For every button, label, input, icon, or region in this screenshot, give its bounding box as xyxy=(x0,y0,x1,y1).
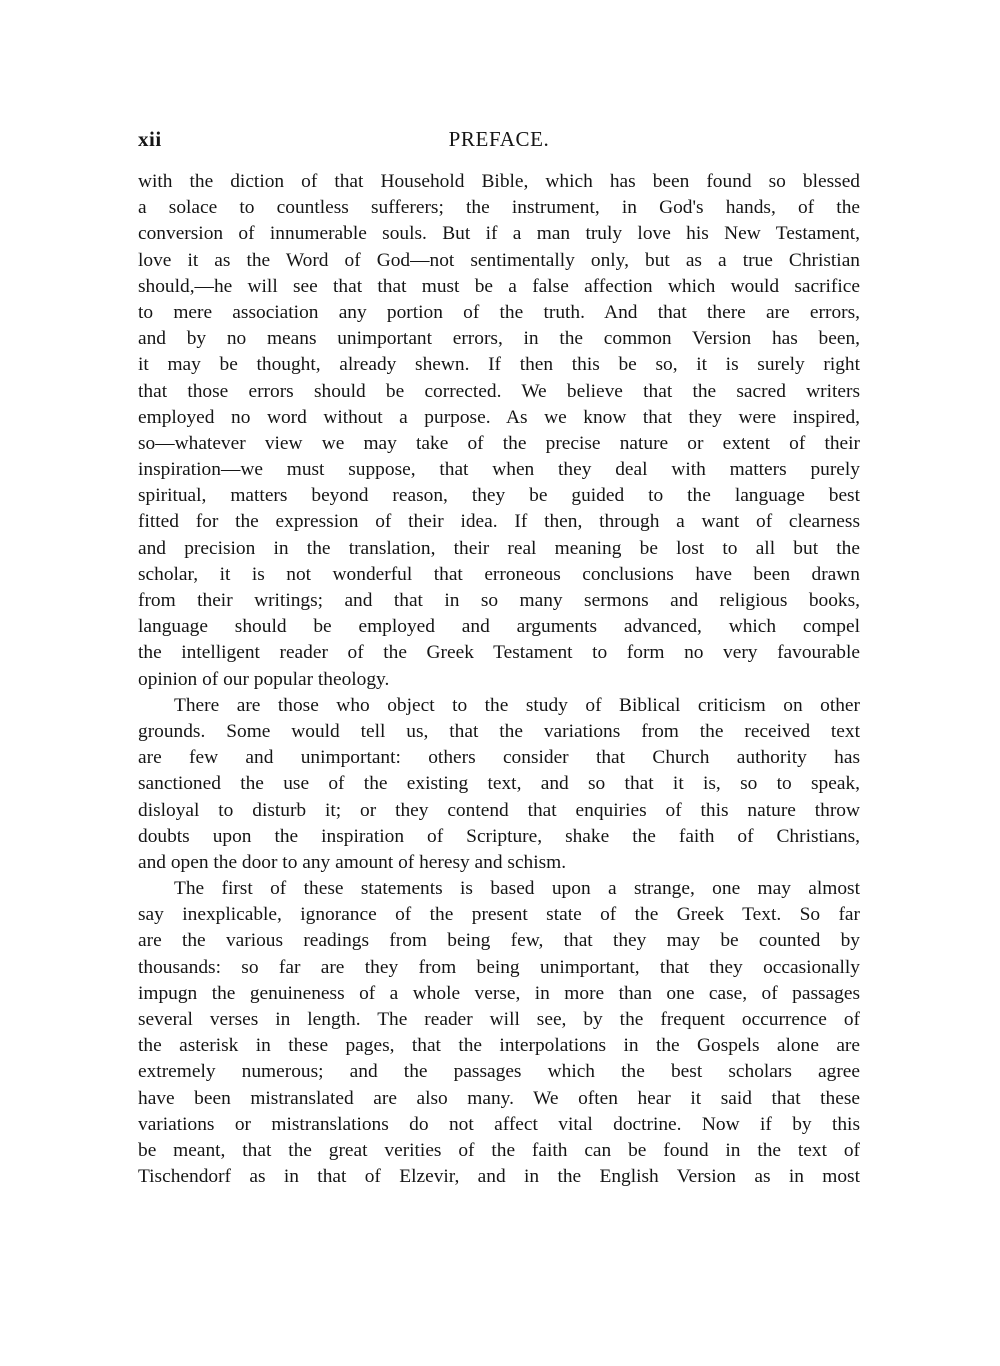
text-line: The first of these statements is based upon a strange, one may almost xyxy=(174,878,860,900)
text-line: to mere association any portion of the truth. And that there are errors, xyxy=(138,301,860,323)
text-line: conversion of innumerable souls. But if a man truly love his New Testament, xyxy=(138,223,860,245)
text-line: should,—he will see that that must be a false affection which would sacrifice xyxy=(138,275,860,297)
text-line: love it as the Word of God—not sentimentally only, but as a true Christian xyxy=(138,249,860,271)
text-line: with the diction of that Household Bible, which has been found so blessed xyxy=(138,171,860,192)
running-head xyxy=(138,127,860,157)
text-line: the asterisk in these pages, that the interpolations in the Gospels alone are xyxy=(138,1035,860,1057)
text-line: the intelligent reader of the Greek Testament to form no very favourable xyxy=(138,642,860,664)
text-line: Tischendorf as in that of Elzevir, and in the English Version as in most xyxy=(138,1166,860,1188)
text-line: There are those who object to the study of Biblical criticism on other xyxy=(174,694,860,716)
text-line: extremely numerous; and the passages which the best scholars agree xyxy=(138,1061,860,1083)
text-line: and by no means unimportant errors, in the common Version has been, xyxy=(138,328,860,350)
text-line: scholar, it is not wonderful that erroneous conclusions have been drawn xyxy=(138,563,860,585)
text-line: thousands: so far are they from being unimportant, that they occasionally xyxy=(138,956,860,978)
text-line: say inexplicable, ignorance of the present state of the Greek Text. So far xyxy=(138,904,860,926)
text-line: so—whatever view we may take of the precise nature or extent of their xyxy=(138,432,860,454)
text-line: that those errors should be corrected. We believe that the sacred writers xyxy=(138,380,860,402)
text-line: be meant, that the great verities of the faith can be found in the text of xyxy=(138,1139,860,1161)
text-line: employed no word without a purpose. As we know that they were inspired, xyxy=(138,406,860,428)
text-line: it may be thought, already shewn. If then this be so, it is surely right xyxy=(138,354,860,376)
text-line: sanctioned the use of the existing text, and so that it is, so to speak, xyxy=(138,773,860,795)
text-line: are few and unimportant: others consider that Church authority has xyxy=(138,747,860,769)
text-line: from their writings; and that in so many sermons and religious books, xyxy=(138,590,860,611)
text-line: are the various readings from being few, that they may be counted by xyxy=(138,930,860,952)
text-line: fitted for the expression of their idea. If then, through a want of clearness xyxy=(138,511,860,533)
running-title: PREFACE. xyxy=(448,127,550,151)
text-line: grounds. Some would tell us, that the variations from the received text xyxy=(138,720,860,742)
text-line: impugn the genuineness of a whole verse, in more than one case, of passages xyxy=(138,982,860,1004)
text-line: have been mistranslated are also many. We often hear it said that these xyxy=(138,1087,860,1109)
text-line: language should be employed and arguments advanced, which compel xyxy=(138,616,860,638)
text-line: and open the door to any amount of heresy and schism. xyxy=(138,851,567,873)
text-line: spiritual, matters beyond reason, they be guided to the language best xyxy=(138,485,860,507)
page-number: xii xyxy=(138,127,162,151)
text-line: inspiration—we must suppose, that when they deal with matters purely xyxy=(138,459,860,481)
text-line: several verses in length. The reader will see, by the frequent occurrence of xyxy=(138,1009,860,1030)
text-line: a solace to countless sufferers; the instrument, in God's hands, of the xyxy=(138,197,860,219)
body-text xyxy=(138,169,860,1190)
text-line: and precision in the translation, their real meaning be lost to all but the xyxy=(138,537,860,559)
text-line: opinion of our popular theology. xyxy=(138,668,390,690)
text-line: doubts upon the inspiration of Scripture, shake the faith of Christians, xyxy=(138,825,860,847)
text-line: disloyal to disturb it; or they contend that enquiries of this nature throw xyxy=(138,799,860,821)
text-line: variations or mistranslations do not affect vital doctrine. Now if by this xyxy=(138,1113,860,1135)
